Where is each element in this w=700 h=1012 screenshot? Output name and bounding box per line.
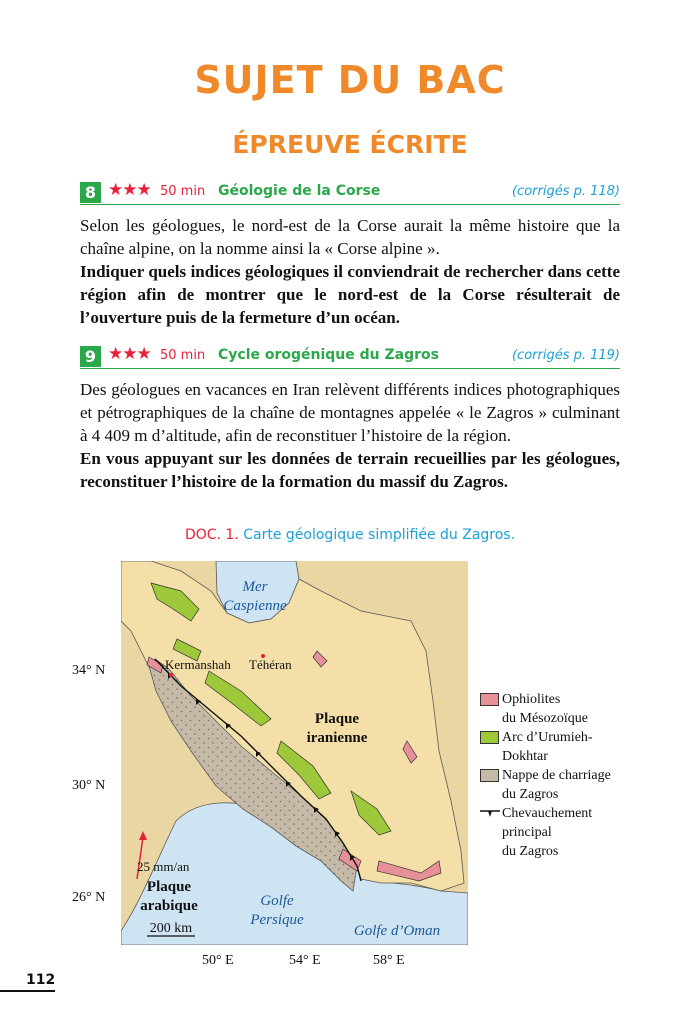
exercise-duration: 50 min	[160, 348, 206, 363]
exercise-8-body	[80, 214, 620, 329]
page-number: 112	[0, 972, 55, 992]
arc-swatch	[480, 731, 499, 744]
exercise-question: En vous appuyant sur les données de terrain recueillies par les géologues, reconstituer l’histoire de la formation du massif du Zagros.	[80, 449, 620, 491]
mer-caspienne-label: Mer	[242, 579, 268, 595]
exercise-text: Selon les géologues, le nord-est de la Corse aurait la même histoire que la chaîne alpine, on la nomme ainsi la « Corse alpine ».	[80, 216, 620, 258]
page-title: SUJET DU BAC	[194, 58, 506, 102]
document-caption	[0, 527, 700, 543]
plaque-iranienne-label: Plaque	[314, 711, 360, 727]
golfe-persique-label: Persique	[250, 912, 304, 928]
exercise-title: Cycle orogénique du Zagros	[218, 347, 439, 363]
page-subtitle: ÉPREUVE ÉCRITE	[232, 130, 468, 159]
geological-map	[121, 561, 468, 945]
teheran-label: Téhéran	[249, 657, 292, 672]
plaque-arabique-label: Plaque	[146, 879, 192, 895]
golfe-oman-label: Golfe d’Oman	[353, 923, 441, 939]
map-legend	[480, 690, 680, 861]
kermanshah-label: Kermanshah	[165, 657, 231, 672]
exercise-number: 8	[80, 182, 101, 203]
exercise-duration: 50 min	[160, 184, 206, 199]
exercise-9-body	[80, 378, 620, 493]
legend-item-thrust: Chevauchement principal du Zagros	[480, 804, 680, 861]
legend-item-nappe: Nappe de charriage du Zagros	[480, 766, 680, 804]
latitude-label: 30° N	[72, 778, 106, 793]
difficulty-stars: ★★★	[108, 180, 151, 200]
exercise-9-header	[80, 346, 620, 369]
ophiolite-swatch	[480, 693, 499, 706]
exercise-number: 9	[80, 346, 101, 367]
mer-caspienne-label: Caspienne	[223, 598, 287, 614]
corriges-link[interactable]: (corrigés p. 118)	[511, 184, 620, 199]
plaque-arabique-label: arabique	[140, 898, 198, 914]
exercise-text: Des géologues en vacances en Iran relèvent différents indices photographiques et pétrographiques de la chaîne de montagnes appelée « le Zagros » culminant à 4 409 m d’altitude, afin de reconstituer l’histoire de la région.	[80, 380, 620, 445]
exercise-title: Géologie de la Corse	[218, 183, 381, 199]
difficulty-stars: ★★★	[108, 344, 151, 364]
document-label: DOC. 1.	[184, 527, 239, 543]
longitude-label: 50° E	[202, 953, 234, 968]
longitude-label: 58° E	[373, 953, 405, 968]
legend-item-arc: Arc d’Urumieh- Dokhtar	[480, 728, 680, 766]
latitude-label: 34° N	[72, 663, 106, 678]
thrust-symbol-icon	[480, 808, 500, 818]
legend-item-ophiolites: Ophiolites du Mésozoïque	[480, 690, 680, 728]
latitude-label: 26° N	[72, 890, 106, 905]
exercise-8-header	[80, 182, 620, 205]
nappe-swatch	[480, 769, 499, 782]
exercise-question: Indiquer quels indices géologiques il conviendrait de rechercher dans cette région afin de montrer que le nord-est de la Corse résulterait de l’ouverture puis de la fermeture d’un océan.	[80, 262, 620, 327]
arrow-speed-label: 25 mm/an	[137, 859, 190, 874]
scale-label: 200 km	[149, 921, 193, 936]
plaque-iranienne-label: iranienne	[306, 730, 368, 746]
longitude-label: 54° E	[289, 953, 321, 968]
document-title: Carte géologique simplifiée du Zagros.	[243, 527, 516, 543]
kermanshah-marker	[169, 673, 173, 677]
golfe-persique-label: Golfe	[260, 893, 294, 909]
corriges-link[interactable]: (corrigés p. 119)	[511, 348, 620, 363]
